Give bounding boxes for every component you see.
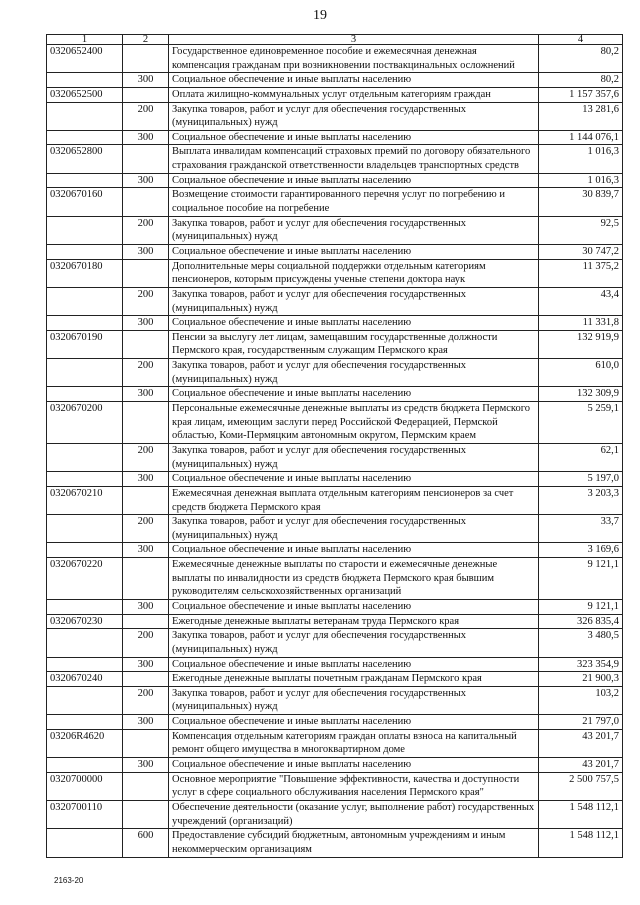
amount-cell: 21 900,3 xyxy=(539,672,623,687)
target-code-cell xyxy=(47,443,123,471)
amount-cell: 43 201,7 xyxy=(539,758,623,773)
amount-cell: 132 919,9 xyxy=(539,330,623,358)
amount-cell: 326 835,4 xyxy=(539,614,623,629)
expense-type-cell xyxy=(123,188,169,216)
expense-type-cell xyxy=(123,558,169,600)
table-row xyxy=(47,800,623,828)
expense-type-cell: 200 xyxy=(123,443,169,471)
target-code-cell xyxy=(47,629,123,657)
description-cell: Компенсация отдельным категориям граждан оплаты взноса на капитальный ремонт общего имущества в многоквартирном доме xyxy=(169,729,539,757)
table-row xyxy=(47,102,623,130)
amount-cell: 11 331,8 xyxy=(539,316,623,331)
description-cell: Закупка товаров, работ и услуг для обеспечения государственных (муниципальных) нужд xyxy=(169,216,539,244)
expense-type-cell: 300 xyxy=(123,130,169,145)
amount-cell: 5 259,1 xyxy=(539,402,623,444)
description-cell: Закупка товаров, работ и услуг для обеспечения государственных (муниципальных) нужд xyxy=(169,359,539,387)
description-cell: Социальное обеспечение и иные выплаты населению xyxy=(169,599,539,614)
table-row xyxy=(47,359,623,387)
target-code-cell xyxy=(47,686,123,714)
table-row xyxy=(47,145,623,173)
expense-type-cell xyxy=(123,402,169,444)
target-code-cell xyxy=(47,359,123,387)
expense-type-cell xyxy=(123,87,169,102)
table-row xyxy=(47,672,623,687)
expense-type-cell xyxy=(123,800,169,828)
amount-cell: 1 548 112,1 xyxy=(539,829,623,857)
table-row xyxy=(47,87,623,102)
expense-type-cell: 300 xyxy=(123,316,169,331)
description-cell: Закупка товаров, работ и услуг для обеспечения государственных (муниципальных) нужд xyxy=(169,287,539,315)
target-code-cell xyxy=(47,130,123,145)
amount-cell: 1 016,3 xyxy=(539,145,623,173)
expense-type-cell xyxy=(123,259,169,287)
description-cell: Ежегодные денежные выплаты ветеранам труда Пермского края xyxy=(169,614,539,629)
table-row xyxy=(47,629,623,657)
description-cell: Предоставление субсидий бюджетным, автономным учреждениям и иным некоммерческим организациям xyxy=(169,829,539,857)
amount-cell: 1 016,3 xyxy=(539,173,623,188)
description-cell: Социальное обеспечение и иные выплаты населению xyxy=(169,244,539,259)
amount-cell: 3 203,3 xyxy=(539,486,623,514)
expense-type-cell: 200 xyxy=(123,102,169,130)
table-row xyxy=(47,330,623,358)
description-cell: Социальное обеспечение и иные выплаты населению xyxy=(169,657,539,672)
target-code-cell: 0320670220 xyxy=(47,558,123,600)
amount-cell: 5 197,0 xyxy=(539,472,623,487)
expense-type-cell xyxy=(123,45,169,73)
amount-cell: 9 121,1 xyxy=(539,558,623,600)
target-code-cell xyxy=(47,387,123,402)
target-code-cell: 0320670160 xyxy=(47,188,123,216)
table-row xyxy=(47,216,623,244)
table-row xyxy=(47,188,623,216)
expense-type-cell: 300 xyxy=(123,387,169,402)
table-row xyxy=(47,599,623,614)
description-cell: Закупка товаров, работ и услуг для обеспечения государственных (муниципальных) нужд xyxy=(169,686,539,714)
amount-cell: 610,0 xyxy=(539,359,623,387)
expense-type-cell xyxy=(123,486,169,514)
amount-cell: 80,2 xyxy=(539,73,623,88)
target-code-cell: 0320670200 xyxy=(47,402,123,444)
target-code-cell xyxy=(47,829,123,857)
amount-cell: 30 839,7 xyxy=(539,188,623,216)
amount-cell: 33,7 xyxy=(539,515,623,543)
header-col-1: 1 xyxy=(47,35,123,45)
description-cell: Основное мероприятие "Повышение эффективности, качества и доступности услуг в сфере социального обслуживания населения Пермского края" xyxy=(169,772,539,800)
expense-type-cell: 300 xyxy=(123,715,169,730)
description-cell: Обеспечение деятельности (оказание услуг, выполнение работ) государственных учреждений (организаций) xyxy=(169,800,539,828)
target-code-cell: 0320670230 xyxy=(47,614,123,629)
description-cell: Персональные ежемесячные денежные выплаты из средств бюджета Пермского края лицам, имеющим заслуги перед Российской Федерацией, Пермской областью, Коми-Пермяцким автономным округом, Пермским краем xyxy=(169,402,539,444)
budget-table xyxy=(46,34,623,858)
table-body xyxy=(47,45,623,858)
description-cell: Социальное обеспечение и иные выплаты населению xyxy=(169,758,539,773)
table-row xyxy=(47,486,623,514)
expense-type-cell: 600 xyxy=(123,829,169,857)
target-code-cell xyxy=(47,216,123,244)
table-row xyxy=(47,543,623,558)
table-row xyxy=(47,829,623,857)
expense-type-cell xyxy=(123,145,169,173)
amount-cell: 2 500 757,5 xyxy=(539,772,623,800)
target-code-cell xyxy=(47,102,123,130)
expense-type-cell: 200 xyxy=(123,216,169,244)
amount-cell: 1 548 112,1 xyxy=(539,800,623,828)
description-cell: Возмещение стоимости гарантированного перечня услуг по погребению и социальное пособие на погребение xyxy=(169,188,539,216)
amount-cell: 11 375,2 xyxy=(539,259,623,287)
description-cell: Закупка товаров, работ и услуг для обеспечения государственных (муниципальных) нужд xyxy=(169,515,539,543)
target-code-cell xyxy=(47,599,123,614)
description-cell: Социальное обеспечение и иные выплаты населению xyxy=(169,387,539,402)
amount-cell: 323 354,9 xyxy=(539,657,623,672)
target-code-cell xyxy=(47,73,123,88)
description-cell: Государственное единовременное пособие и ежемесячная денежная компенсация гражданам при возникновении поствакцинальных осложнений xyxy=(169,45,539,73)
expense-type-cell xyxy=(123,672,169,687)
table-row xyxy=(47,45,623,73)
table-row xyxy=(47,244,623,259)
table-row xyxy=(47,758,623,773)
target-code-cell: 0320700110 xyxy=(47,800,123,828)
table-row xyxy=(47,387,623,402)
description-cell: Пенсии за выслугу лет лицам, замещавшим государственные должности Пермского края, государственным служащим Пермского края xyxy=(169,330,539,358)
target-code-cell: 0320670180 xyxy=(47,259,123,287)
target-code-cell: 0320670210 xyxy=(47,486,123,514)
expense-type-cell: 300 xyxy=(123,244,169,259)
amount-cell: 9 121,1 xyxy=(539,599,623,614)
description-cell: Закупка товаров, работ и услуг для обеспечения государственных (муниципальных) нужд xyxy=(169,629,539,657)
amount-cell: 1 157 357,6 xyxy=(539,87,623,102)
table-row xyxy=(47,287,623,315)
table-row xyxy=(47,316,623,331)
expense-type-cell xyxy=(123,614,169,629)
amount-cell: 92,5 xyxy=(539,216,623,244)
target-code-cell xyxy=(47,287,123,315)
target-code-cell xyxy=(47,543,123,558)
description-cell: Ежемесячная денежная выплата отдельным категориям пенсионеров за счет средств бюджета Пермского края xyxy=(169,486,539,514)
expense-type-cell: 300 xyxy=(123,543,169,558)
header-col-2: 2 xyxy=(123,35,169,45)
table-row xyxy=(47,402,623,444)
description-cell: Социальное обеспечение и иные выплаты населению xyxy=(169,472,539,487)
document-code: 2163-20 xyxy=(54,876,84,885)
table-row xyxy=(47,657,623,672)
target-code-cell: 0320670240 xyxy=(47,672,123,687)
amount-cell: 30 747,2 xyxy=(539,244,623,259)
expense-type-cell: 300 xyxy=(123,599,169,614)
table-row xyxy=(47,73,623,88)
amount-cell: 43 201,7 xyxy=(539,729,623,757)
description-cell: Закупка товаров, работ и услуг для обеспечения государственных (муниципальных) нужд xyxy=(169,443,539,471)
expense-type-cell: 300 xyxy=(123,657,169,672)
target-code-cell xyxy=(47,657,123,672)
amount-cell: 13 281,6 xyxy=(539,102,623,130)
amount-cell: 80,2 xyxy=(539,45,623,73)
target-code-cell: 0320652800 xyxy=(47,145,123,173)
description-cell: Социальное обеспечение и иные выплаты населению xyxy=(169,73,539,88)
table-row xyxy=(47,130,623,145)
target-code-cell xyxy=(47,472,123,487)
table-header-row xyxy=(47,35,623,45)
target-code-cell xyxy=(47,244,123,259)
table-row xyxy=(47,259,623,287)
table-row xyxy=(47,515,623,543)
expense-type-cell: 200 xyxy=(123,629,169,657)
table-row xyxy=(47,729,623,757)
description-cell: Социальное обеспечение и иные выплаты населению xyxy=(169,543,539,558)
target-code-cell: 0320700000 xyxy=(47,772,123,800)
target-code-cell: 0320652500 xyxy=(47,87,123,102)
expense-type-cell: 200 xyxy=(123,359,169,387)
target-code-cell xyxy=(47,316,123,331)
table-row xyxy=(47,614,623,629)
description-cell: Ежегодные денежные выплаты почетным гражданам Пермского края xyxy=(169,672,539,687)
amount-cell: 43,4 xyxy=(539,287,623,315)
header-col-4: 4 xyxy=(539,35,623,45)
amount-cell: 132 309,9 xyxy=(539,387,623,402)
target-code-cell xyxy=(47,715,123,730)
amount-cell: 62,1 xyxy=(539,443,623,471)
target-code-cell xyxy=(47,173,123,188)
header-col-3: 3 xyxy=(169,35,539,45)
target-code-cell xyxy=(47,758,123,773)
amount-cell: 3 480,5 xyxy=(539,629,623,657)
table-row xyxy=(47,443,623,471)
target-code-cell xyxy=(47,515,123,543)
expense-type-cell: 300 xyxy=(123,173,169,188)
amount-cell: 1 144 076,1 xyxy=(539,130,623,145)
table-row xyxy=(47,558,623,600)
description-cell: Социальное обеспечение и иные выплаты населению xyxy=(169,715,539,730)
table-row xyxy=(47,472,623,487)
description-cell: Ежемесячные денежные выплаты по старости и ежемесячные денежные выплаты по инвалидности из средств бюджета Пермского края бывшим руководителям сельскохозяйственных организаций xyxy=(169,558,539,600)
description-cell: Дополнительные меры социальной поддержки отдельным категориям пенсионеров, которым присуждены ученые степени доктора наук xyxy=(169,259,539,287)
table-row xyxy=(47,686,623,714)
description-cell: Социальное обеспечение и иные выплаты населению xyxy=(169,316,539,331)
amount-cell: 21 797,0 xyxy=(539,715,623,730)
expense-type-cell: 200 xyxy=(123,287,169,315)
description-cell: Оплата жилищно-коммунальных услуг отдельным категориям граждан xyxy=(169,87,539,102)
table-row xyxy=(47,173,623,188)
target-code-cell: 03206R4620 xyxy=(47,729,123,757)
expense-type-cell: 300 xyxy=(123,472,169,487)
amount-cell: 3 169,6 xyxy=(539,543,623,558)
description-cell: Выплата инвалидам компенсаций страховых премий по договору обязательного страхования гражданской ответственности владельцев транспортных средств xyxy=(169,145,539,173)
expense-type-cell xyxy=(123,772,169,800)
target-code-cell: 0320670190 xyxy=(47,330,123,358)
description-cell: Социальное обеспечение и иные выплаты населению xyxy=(169,130,539,145)
description-cell: Закупка товаров, работ и услуг для обеспечения государственных (муниципальных) нужд xyxy=(169,102,539,130)
page-number: 19 xyxy=(313,8,327,23)
expense-type-cell: 300 xyxy=(123,73,169,88)
table-row xyxy=(47,715,623,730)
expense-type-cell xyxy=(123,729,169,757)
expense-type-cell: 200 xyxy=(123,686,169,714)
expense-type-cell xyxy=(123,330,169,358)
target-code-cell: 0320652400 xyxy=(47,45,123,73)
expense-type-cell: 200 xyxy=(123,515,169,543)
description-cell: Социальное обеспечение и иные выплаты населению xyxy=(169,173,539,188)
amount-cell: 103,2 xyxy=(539,686,623,714)
expense-type-cell: 300 xyxy=(123,758,169,773)
table-row xyxy=(47,772,623,800)
